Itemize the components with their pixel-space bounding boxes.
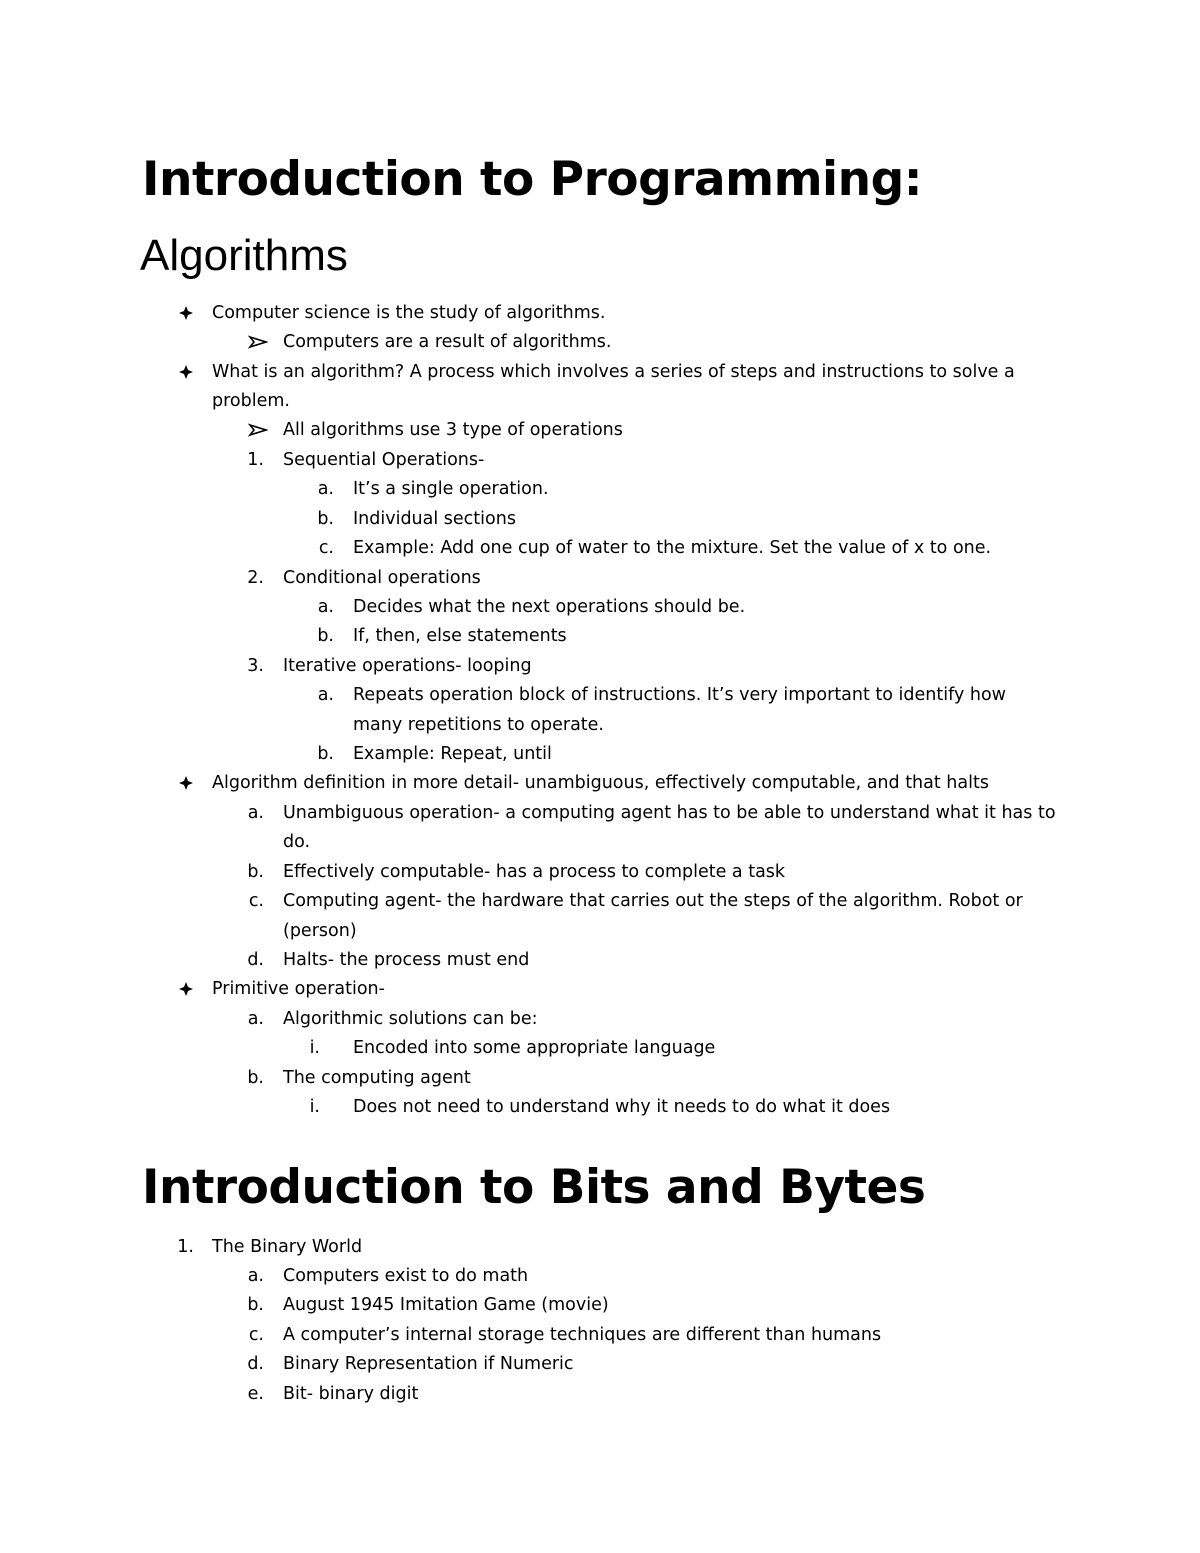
list-item: Iterative operations- looping	[283, 656, 532, 676]
list-roman: i.	[309, 1038, 320, 1058]
list-number: 1.	[247, 450, 264, 470]
list-item: Decides what the next operations should be.	[353, 597, 746, 617]
list-item: Computers exist to do math	[283, 1266, 529, 1286]
list-item-continued: do.	[283, 832, 311, 852]
list-item: Halts- the process must end	[283, 950, 530, 970]
list-item-continued: (person)	[283, 921, 357, 941]
bullet-item: Algorithm definition in more detail- unambiguous, effectively computable, and that halts	[212, 773, 989, 793]
list-letter: a.	[317, 597, 334, 617]
list-item: It’s a single operation.	[353, 479, 549, 499]
bullet-item: What is an algorithm? A process which involves a series of steps and instructions to solve a	[212, 362, 1015, 382]
list-letter: a.	[317, 685, 334, 705]
list-letter: c.	[248, 1325, 264, 1345]
list-item: The computing agent	[283, 1068, 471, 1088]
list-letter: e.	[247, 1384, 264, 1404]
list-letter: b.	[317, 744, 334, 764]
list-item: Does not need to understand why it needs to do what it does	[353, 1097, 891, 1117]
list-number: 3.	[247, 656, 264, 676]
list-number: 2.	[247, 568, 264, 588]
list-item: Computing agent- the hardware that carries out the steps of the algorithm. Robot or	[283, 891, 1023, 911]
list-number: 1.	[177, 1237, 194, 1257]
list-item: A computer’s internal storage techniques are different than humans	[283, 1325, 882, 1345]
list-letter: a.	[317, 479, 334, 499]
diamond-bullet-icon	[178, 302, 194, 324]
list-letter: b.	[317, 509, 334, 529]
list-letter: b.	[247, 862, 264, 882]
section-title: Introduction to Bits and Bytes	[142, 1160, 926, 1215]
bullet-item: Computer science is the study of algorithms.	[212, 303, 606, 323]
list-item: Example: Repeat, until	[353, 744, 552, 764]
list-letter: c.	[248, 891, 264, 911]
list-letter: a.	[247, 1009, 264, 1029]
list-roman: i.	[309, 1097, 320, 1117]
list-item: Sequential Operations-	[283, 450, 485, 470]
list-letter: a.	[247, 803, 264, 823]
list-letter: b.	[317, 626, 334, 646]
list-item: The Binary World	[212, 1237, 363, 1257]
list-item: Binary Representation if Numeric	[283, 1354, 574, 1374]
list-letter: b.	[247, 1295, 264, 1315]
list-item: August 1945 Imitation Game (movie)	[283, 1295, 609, 1315]
bullet-item: Primitive operation-	[212, 979, 385, 999]
list-letter: d.	[247, 950, 264, 970]
arrow-bullet-icon	[248, 419, 268, 441]
sub-bullet-item: All algorithms use 3 type of operations	[283, 420, 623, 440]
list-letter: c.	[318, 538, 334, 558]
list-item: Conditional operations	[283, 568, 481, 588]
list-item: Example: Add one cup of water to the mixture. Set the value of x to one.	[353, 538, 992, 558]
list-item: Individual sections	[353, 509, 516, 529]
list-letter: a.	[247, 1266, 264, 1286]
section-subtitle: Algorithms	[140, 231, 348, 280]
page-title: Introduction to Programming:	[142, 152, 923, 207]
diamond-bullet-icon	[178, 772, 194, 794]
arrow-bullet-icon	[248, 331, 268, 353]
list-item: If, then, else statements	[353, 626, 567, 646]
list-item: Effectively computable- has a process to complete a task	[283, 862, 786, 882]
list-item: Repeats operation block of instructions. It’s very important to identify how	[353, 685, 1006, 705]
sub-bullet-item: Computers are a result of algorithms.	[283, 332, 612, 352]
diamond-bullet-icon	[178, 361, 194, 383]
bullet-item-continued: problem.	[212, 391, 290, 411]
diamond-bullet-icon	[178, 978, 194, 1000]
list-item: Unambiguous operation- a computing agent has to be able to understand what it has to	[283, 803, 1056, 823]
list-item: Bit- binary digit	[283, 1384, 419, 1404]
list-letter: b.	[247, 1068, 264, 1088]
list-letter: d.	[247, 1354, 264, 1374]
list-item: Encoded into some appropriate language	[353, 1038, 716, 1058]
list-item-continued: many repetitions to operate.	[353, 715, 604, 735]
list-item: Algorithmic solutions can be:	[283, 1009, 538, 1029]
